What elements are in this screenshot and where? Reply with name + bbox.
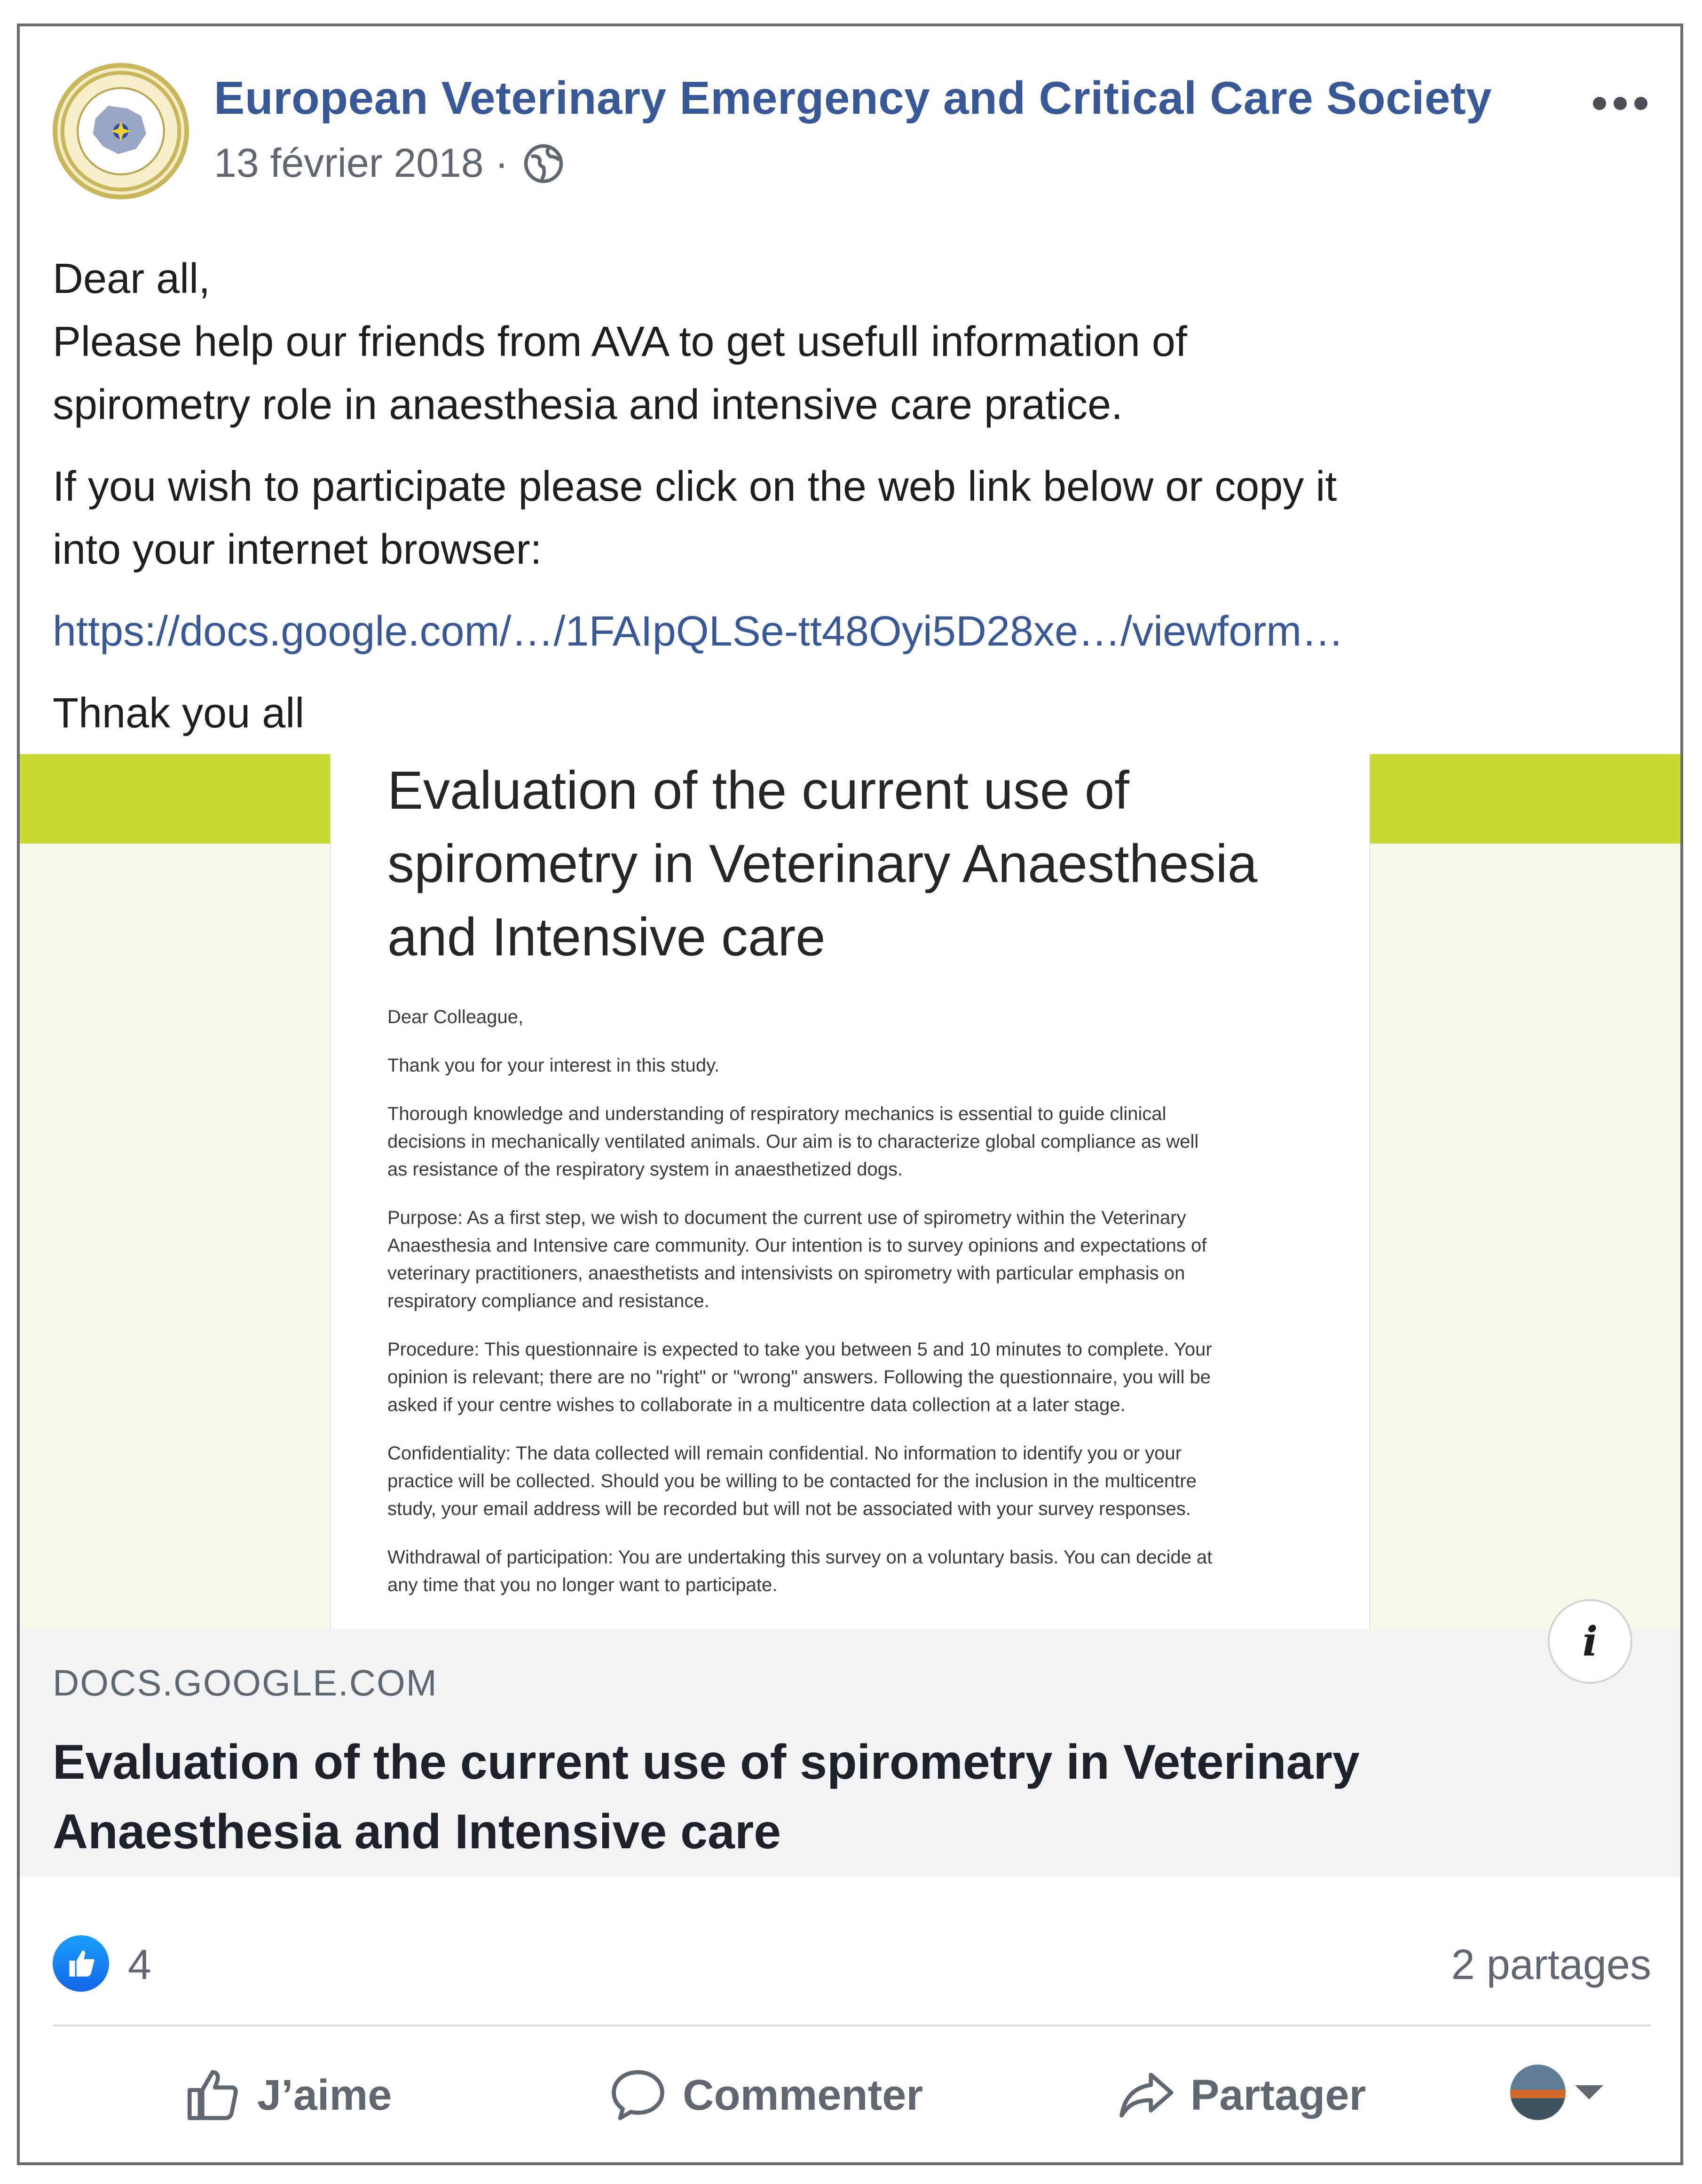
comment-button[interactable]	[607, 2048, 923, 2142]
link-domain: DOCS.GOOGLE.COM	[53, 1662, 438, 1703]
page-name-link[interactable]: European Veterinary Emergency and Critical Care Society	[214, 72, 1492, 124]
audience-selector[interactable]	[1510, 2065, 1603, 2120]
more-options-icon[interactable]	[1593, 97, 1647, 110]
post-line: If you wish to participate please click on the web link below or copy it	[53, 463, 1337, 510]
divider	[53, 2025, 1651, 2026]
comment-bubble-icon	[607, 2065, 669, 2126]
reactions-summary	[53, 1931, 1651, 1996]
survey-link[interactable]: https://docs.google.com/…/1FAIpQLSe-tt48Oyi5D28xe…/viewform…	[53, 608, 1344, 655]
form-title: Evaluation of the current use of spirometry in Veterinary Anaesthesia and Intensive care	[387, 761, 1258, 967]
user-avatar-icon	[1510, 2065, 1566, 2120]
society-logo-icon	[57, 68, 184, 195]
info-icon[interactable]: i	[1548, 1599, 1632, 1684]
facebook-post	[17, 24, 1683, 2165]
like-button[interactable]	[182, 2048, 392, 2142]
share-count[interactable]: 2 partages	[1451, 1941, 1651, 1988]
like-label: J’aime	[257, 2071, 392, 2119]
post-meta	[214, 140, 565, 187]
google-form-card	[330, 754, 1370, 1629]
action-bar	[20, 2048, 1680, 2142]
post-message	[53, 247, 1651, 745]
link-caption[interactable]	[20, 1629, 1680, 1877]
share-button[interactable]	[1115, 2048, 1366, 2142]
header-band-left	[20, 754, 330, 844]
post-line: into your internet browser:	[53, 526, 542, 573]
chevron-down-icon	[1575, 2085, 1603, 2099]
header-band-right	[1370, 754, 1680, 844]
link-preview-image[interactable]	[20, 754, 1680, 1629]
share-arrow-icon	[1115, 2065, 1176, 2126]
comment-label: Commenter	[683, 2071, 923, 2119]
globe-icon[interactable]	[522, 142, 565, 185]
like-count[interactable]: 4	[128, 1941, 152, 1988]
thumbs-up-icon	[182, 2065, 243, 2126]
like-reaction-icon[interactable]	[53, 1935, 109, 1992]
post-date[interactable]: 13 février 2018 ·	[214, 141, 509, 186]
link-title[interactable]: Evaluation of the current use of spirometry in Veterinary Anaesthesia and Intensive care	[53, 1735, 1360, 1859]
post-line: Dear all,	[53, 255, 211, 302]
page-avatar[interactable]	[53, 63, 189, 199]
post-line: Thnak you all	[53, 690, 305, 737]
form-description: Dear Colleague, Thank you for your interest in this study. Thorough knowledge and understanding of respiratory mechanics is essential to guide clinical decisions in mechanically ventilated animals. Our aim is to characterize global compliance as well as resistance of the respiratory system in anaesthetized dogs. Purpose: As a first step, we wish to document the current use of spirometry within the Veterinary Anaesthesia and Intensive care community. Our intention is to survey opinions and expectations of veterinary practitioners, anaesthetists and intensivists on spirometry with particular emphasis on respiratory compliance and resistance. Procedure: This questionnaire is expected to take you between 5 and 10 minutes to complete. Your opinion is relevant; there are no "right" or "wrong" answers. Following the questionnaire, you will be asked if your centre wishes to collaborate in a multicentre data collection at a later stage. Confidentiality: The data collected will remain confidential. No information to identify you or your practice will be collected. Should you be willing to be contacted for the inclusion in the multicentre study, your email address will be recorded but will not be associated with your survey responses. Withdrawal of participation: You are undertaking this survey on a voluntary basis. You can decide at any time that you no longer want to participate.	[387, 1007, 1213, 1595]
post-line: Please help our friends from AVA to get usefull information of	[53, 318, 1187, 365]
share-label: Partager	[1190, 2071, 1366, 2119]
post-line: spirometry role in anaesthesia and intensive care pratice.	[53, 381, 1123, 428]
